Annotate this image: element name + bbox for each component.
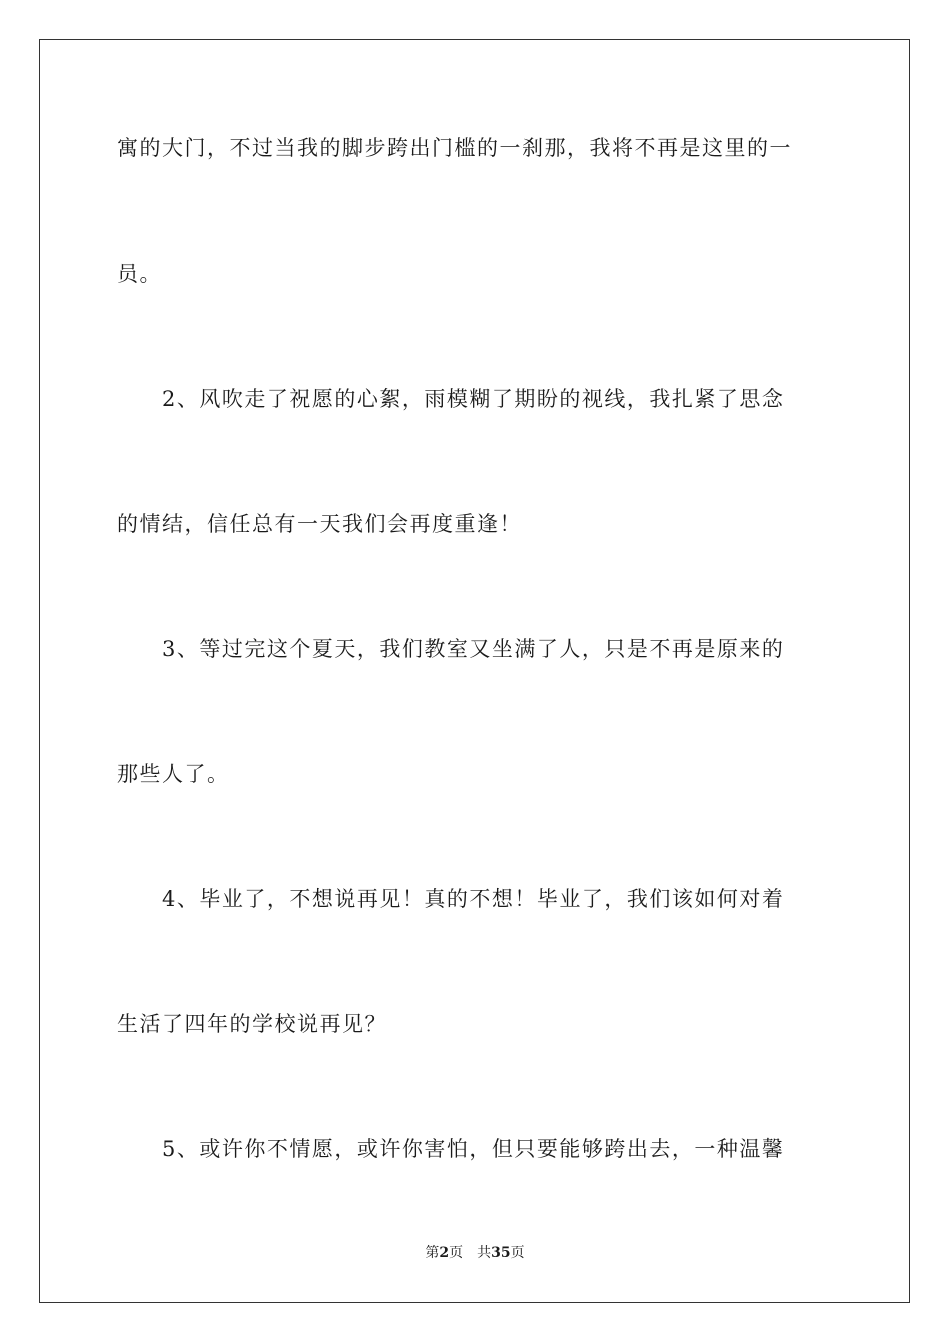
total-pages: 共35页 bbox=[477, 1245, 525, 1261]
page-footer bbox=[0, 1244, 950, 1262]
text-line: 寓的大门，不过当我的脚步跨出门槛的一刹那，我将不再是这里的一 bbox=[117, 136, 792, 160]
page-number: 第2页 bbox=[425, 1245, 464, 1261]
text-line: 5、或许你不情愿，或许你害怕，但只要能够跨出去，一种温馨 bbox=[162, 1137, 785, 1161]
text-line: 3、等过完这个夏天，我们教室又坐满了人，只是不再是原来的 bbox=[162, 637, 785, 661]
text-line: 的情结，信任总有一天我们会再度重逢！ bbox=[117, 512, 522, 536]
text-line: 生活了四年的学校说再见？ bbox=[117, 1012, 387, 1036]
text-line: 那些人了。 bbox=[117, 762, 230, 786]
text-line: 2、风吹走了祝愿的心絮，雨模糊了期盼的视线，我扎紧了思念 bbox=[162, 387, 785, 411]
text-line: 员。 bbox=[117, 262, 162, 286]
page-border bbox=[39, 39, 910, 1303]
text-line: 4、毕业了，不想说再见！真的不想！毕业了，我们该如何对着 bbox=[162, 887, 785, 911]
